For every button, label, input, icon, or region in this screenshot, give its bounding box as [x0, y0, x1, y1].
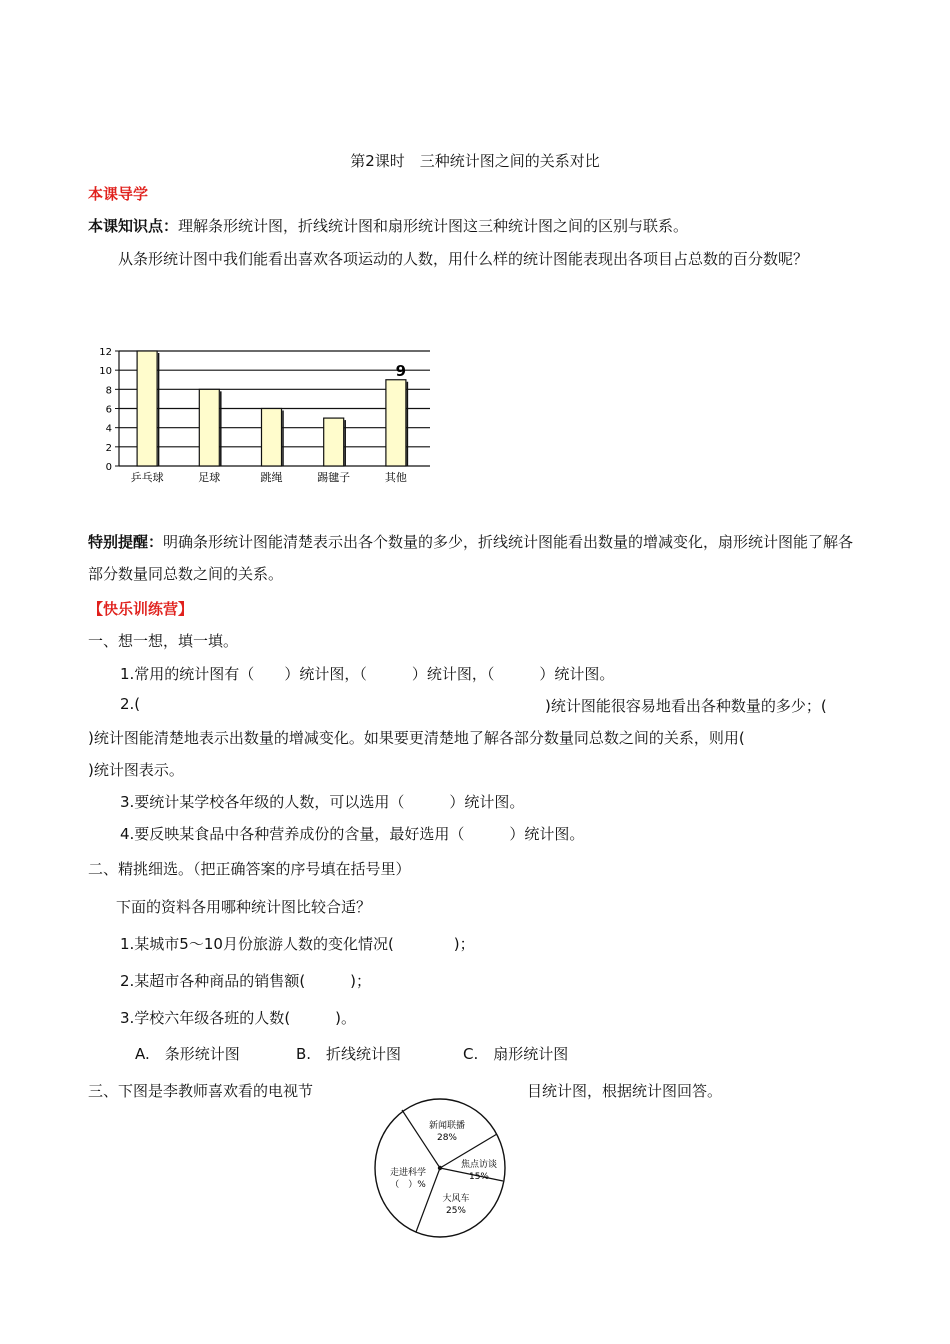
bar-chart	[95, 340, 440, 490]
s1-q1: 1.常用的统计图有（ ）统计图，（ ）统计图，（ ）统计图。	[120, 665, 615, 683]
pie-value-science: （ ）%	[390, 1180, 426, 1190]
pie-value-windmill: 25%	[445, 1206, 467, 1216]
x-tick-label: 足球	[198, 471, 221, 484]
pie-value-news: 28%	[436, 1133, 458, 1143]
reminder-text: 明确条形统计图能清楚表示出各个数量的多少，折线统计图能看出数量的增减变化，扇形统计图能了解各部分数量同总数之间的关系。	[88, 533, 854, 583]
pie-label-focus: 焦点访谈	[460, 1160, 498, 1170]
page-title: 第2课时 三种统计图之间的关系对比	[350, 152, 600, 170]
pie-chart	[370, 1096, 510, 1244]
reminder-label: 特别提醒：	[88, 533, 164, 551]
pie-label-science: 走进科学	[389, 1168, 427, 1178]
y-tick-label: 0	[105, 462, 112, 473]
y-tick-label: 8	[105, 385, 112, 397]
s2-q1: 1.某城市5～10月份旅游人数的变化情况( )；	[120, 935, 475, 953]
option-a: A. 条形统计图	[135, 1045, 240, 1063]
pie-label-windmill: 大风车	[442, 1194, 470, 1204]
s1-q3: 3.要统计某学校各年级的人数，可以选用（ ）统计图。	[120, 793, 525, 811]
intro-heading: 本课导学	[88, 185, 149, 203]
bar	[324, 418, 344, 466]
data-label: 9	[395, 361, 407, 380]
s1-q4: 4.要反映某食品中各种营养成份的含量，最好选用（ ）统计图。	[120, 825, 585, 843]
pie-value-focus: 15%	[468, 1172, 490, 1182]
s2-q3: 3.学校六年级各班的人数( )。	[120, 1009, 357, 1027]
section2-heading: 二、精挑细选。（把正确答案的序号填在括号里）	[88, 860, 411, 878]
y-tick-label: 6	[105, 404, 112, 416]
y-tick-label: 4	[105, 423, 112, 435]
y-tick-label: 12	[99, 347, 112, 358]
knowledge-line	[88, 215, 688, 236]
option-c: C. 扇形统计图	[463, 1045, 569, 1063]
x-tick-label: 跳绳	[260, 471, 283, 484]
s2-q2: 2.某超市各种商品的销售额( )；	[120, 972, 372, 990]
section3-heading-b: 目统计图，根据统计图回答。	[527, 1082, 723, 1100]
x-tick-label: 踢毽子	[317, 471, 351, 484]
section3-heading-a: 三、下图是李教师喜欢看的电视节	[88, 1082, 314, 1100]
s2-prompt: 下面的资料各用哪种统计图比较合适？	[116, 898, 372, 916]
bar	[386, 380, 406, 466]
knowledge-text: 理解条形统计图，折线统计图和扇形统计图这三种统计图之间的区别与联系。	[178, 217, 689, 235]
x-tick-label: 其他	[384, 471, 407, 484]
bar	[137, 351, 157, 466]
pie-label-news: 新闻联播	[428, 1121, 466, 1131]
pie-center	[438, 1166, 442, 1170]
y-tick-label: 2	[105, 442, 112, 454]
reminder	[88, 526, 868, 590]
knowledge-label: 本课知识点：	[88, 217, 179, 235]
section1-heading: 一、想一想，填一填。	[88, 632, 239, 650]
camp-heading: 【快乐训练营】	[88, 600, 194, 618]
s1-q2a: 2.(	[120, 695, 141, 713]
s1-q2d: )统计图表示。	[88, 761, 184, 779]
s1-q2c: )统计图能清楚地表示出数量的增减变化。如果要更清楚地了解各部分数量同总数之间的关系，则用(	[88, 729, 745, 747]
y-tick-label: 10	[99, 366, 112, 378]
option-b: B. 折线统计图	[296, 1045, 402, 1063]
bar	[199, 389, 219, 466]
s1-q2b: )统计图能很容易地看出各种数量的多少；(	[545, 697, 827, 715]
intro-question: 从条形统计图中我们能看出喜欢各项运动的人数，用什么样的统计图能表现出各项目占总数的百分数呢？	[118, 250, 809, 268]
x-tick-label: 乒乓球	[130, 471, 164, 484]
bar	[262, 409, 282, 467]
